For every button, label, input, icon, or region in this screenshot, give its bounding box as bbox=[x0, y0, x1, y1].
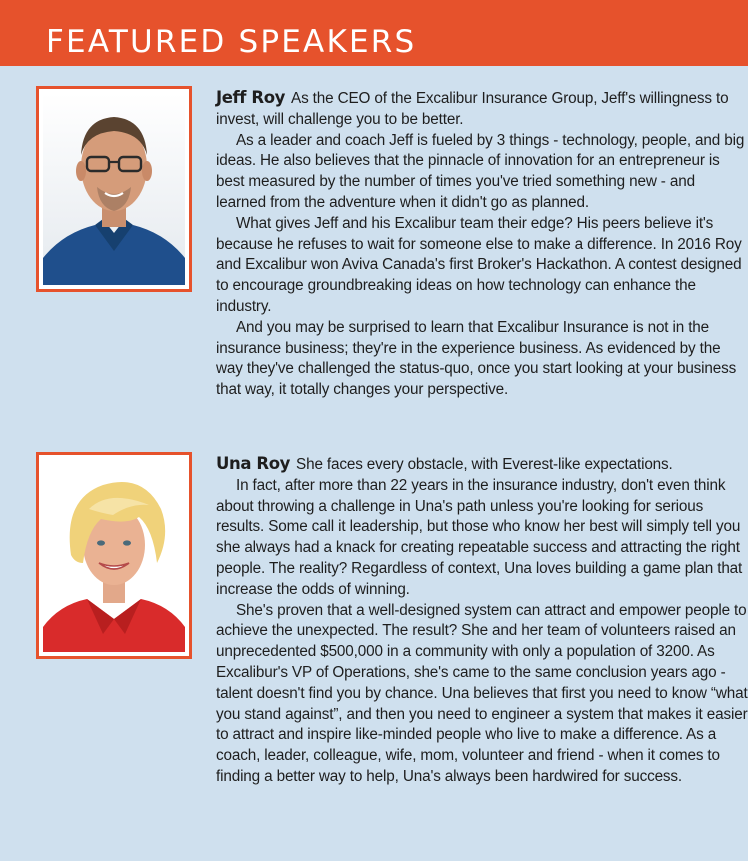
bio-paragraph: And you may be surprised to learn that Excalibur Insurance is not in the insurance business; they're in the experience business. As evidenced by the way they've challenged the status-quo, once you start looking at your business that way, it totally changes your perspective. bbox=[216, 318, 737, 399]
bio-paragraph: What gives Jeff and his Excalibur team their edge? His peers believe it's because he refuses to wait for someone else to make a difference. In 2016 Roy and Excalibur won Aviva Canada's first Broker's Hackathon. A contest designed to encourage groundbreaking ideas on how technology can enhance the industry. bbox=[216, 214, 742, 315]
speaker-name: Jeff Roy bbox=[216, 88, 286, 107]
portrait-una-image bbox=[43, 459, 185, 652]
speaker-bio-jeff bbox=[216, 88, 748, 401]
bio-paragraph: As a leader and coach Jeff is fueled by 3 things - technology, people, and big ideas. He also believes that the pinnacle of innovation for an entrepreneur is best measured by the number of times you've tried something new - and learned from the adventure when it didn't go as planned. bbox=[216, 131, 745, 211]
header-banner bbox=[0, 0, 748, 66]
speaker-photo-una bbox=[36, 452, 192, 659]
speaker-name: Una Roy bbox=[216, 454, 291, 473]
bio-paragraph bbox=[216, 88, 748, 131]
page-title: FEATURED SPEAKERS bbox=[46, 24, 417, 60]
bio-paragraph: In fact, after more than 22 years in the insurance industry, don't even think about throwing a challenge in Una's path unless you're looking for serious results. Some call it leadership, but those who know her best will simply tell you she always had a knack for creating repeatable success and attracting the right people. The reality? Regardless of context, Una loves building a game plan that increase the odds of winning. bbox=[216, 476, 743, 598]
bio-intro: She faces every obstacle, with Everest-like expectations. bbox=[296, 456, 673, 473]
portrait-jeff-image bbox=[43, 93, 185, 285]
speaker-photo-jeff bbox=[36, 86, 192, 292]
bio-paragraph: She's proven that a well-designed system can attract and empower people to achieve the unexpected. The result? She and her team of volunteers raised an unprecedented $500,000 in a community with only a population of 3200. As Excalibur's VP of Operations, she's came to the same conclusion years ago - talent doesn't find you by chance. Una believes that first you need to know “what you stand against”, and then you need to engineer a system that makes it easier to attract and inspire like-minded people who live to make a difference. As a coach, leader, colleague, wife, mom, volunteer and friend - when it comes to finding a better way to help, Una's always been hardwired for success. bbox=[216, 601, 748, 785]
speaker-bio-una bbox=[216, 454, 748, 788]
bio-intro: As the CEO of the Excalibur Insurance Group, Jeff's willingness to invest, will challenge you to be better. bbox=[216, 90, 729, 128]
bio-paragraph bbox=[216, 454, 748, 476]
